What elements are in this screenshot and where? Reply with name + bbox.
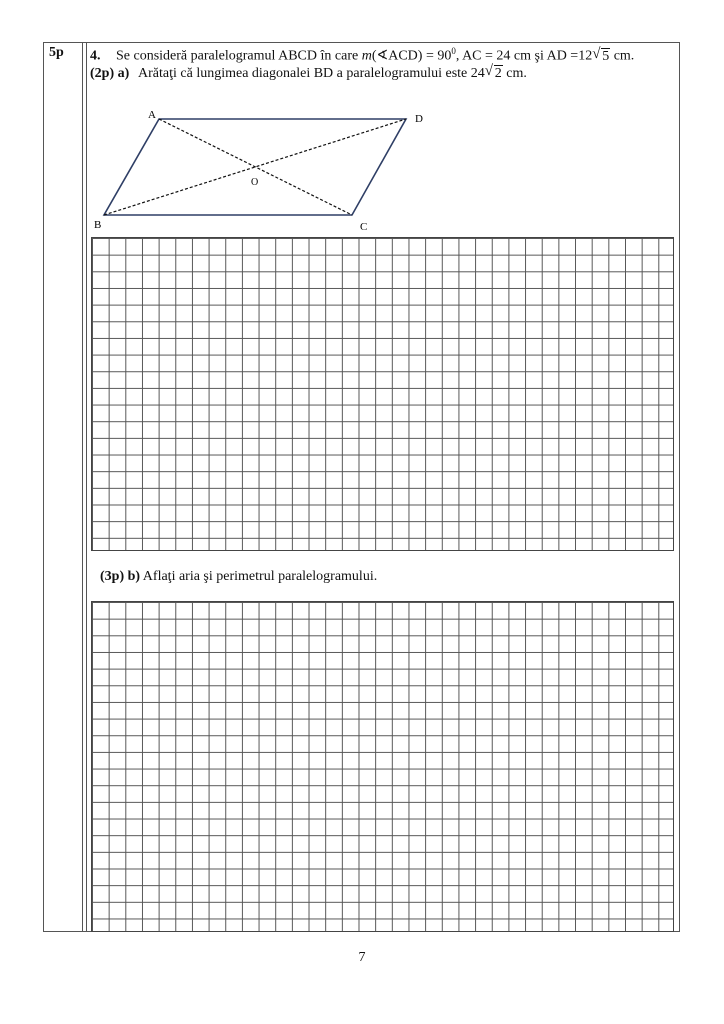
ad-root: 5 [602,48,610,64]
part-b-points: (3p) b) [100,569,141,584]
problem-number: 4. [90,48,101,64]
part-b [100,569,377,585]
part-a-root: 2 [494,66,502,81]
label-d: D [415,113,423,125]
ad-unit: cm. [610,48,635,64]
angle-exp: 0 [451,46,456,56]
sqrt-2: √ 2 [484,63,502,81]
total-points: 5p [49,45,64,60]
points-column [43,42,83,932]
diagonal-ac [159,119,352,215]
angle-text: (∢ACD) = 90 [371,48,452,64]
inner-divider [86,42,87,932]
angle-m: m [361,48,372,64]
label-b: B [94,219,102,231]
part-a [90,63,527,82]
part-a-unit: cm. [502,66,527,81]
answer-grid-b[interactable] [91,601,674,932]
label-c: C [360,221,368,233]
answer-grid-a[interactable] [91,237,674,551]
part-b-text: Aflaţi aria şi perimetrul paralelogramului. [142,569,378,584]
problem-statement [90,46,634,65]
ac-text: , AC = 24 cm şi AD =12 [455,48,593,64]
label-o: O [251,177,259,188]
statement-pre: Se consideră paralelogramul ABCD în care [116,48,359,64]
label-a: A [148,109,156,121]
sqrt-5: √ 5 [592,45,610,64]
part-a-points: (2p) a) [90,66,130,81]
parallelogram-figure [88,104,428,234]
part-a-text: Arătaţi că lungimea diagonalei BD a paralelogramului este 24 [138,66,485,81]
page-number: 7 [358,950,366,965]
